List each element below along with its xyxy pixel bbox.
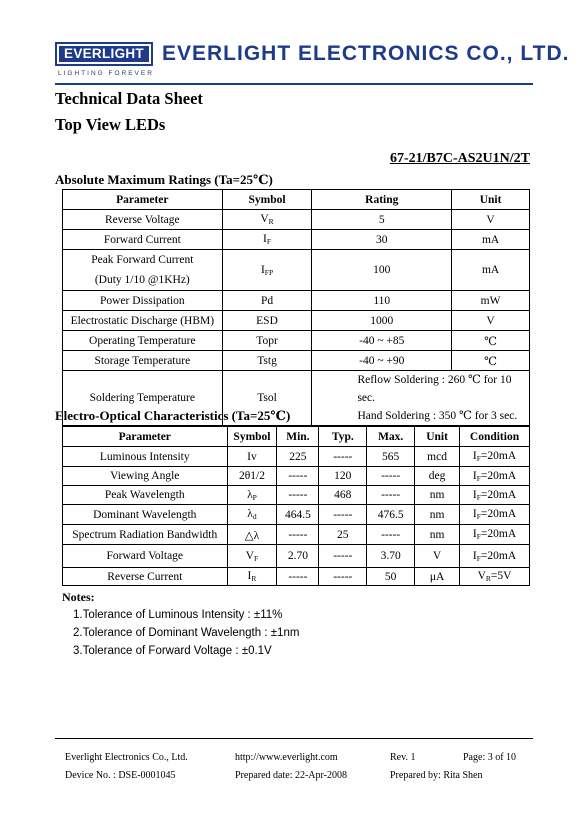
- rating-cell: 100: [312, 250, 452, 291]
- symbol-cell: $V_R$: [222, 210, 312, 230]
- table-row: [63, 230, 530, 250]
- condition-cell: $I_F=20mA$: [460, 467, 530, 486]
- symbol-cell: $I_F$: [222, 230, 312, 250]
- rating-cell: Reflow Soldering : 260 ℃ for 10 sec. Hand Soldering : 350 ℃ for 3 sec.: [312, 371, 530, 426]
- typ-cell: -----: [319, 505, 367, 525]
- rating-cell: 5: [312, 210, 452, 230]
- footer-url[interactable]: http://www.everlight.com: [235, 752, 338, 763]
- condition-cell: $V_R=5V$: [460, 568, 530, 586]
- symbol-cell: Iv: [227, 447, 277, 467]
- table-row: [63, 210, 530, 230]
- rating-cell: 110: [312, 291, 452, 311]
- table-row: [63, 331, 530, 351]
- typ-cell: -----: [319, 568, 367, 586]
- min-cell: -----: [277, 467, 319, 486]
- condition-cell: $I_F=20mA$: [460, 486, 530, 505]
- symbol-cell: $\lambda_P$: [227, 486, 277, 505]
- condition-cell: $I_F=20mA$: [460, 505, 530, 525]
- unit-cell: V: [452, 210, 530, 230]
- header-rating: Rating: [312, 190, 452, 210]
- header-max: Max.: [367, 427, 415, 447]
- condition-cell: $I_F=20mA$: [460, 447, 530, 467]
- eo-title: Electro-Optical Characteristics (Ta=25℃): [55, 408, 291, 423]
- eo-table: [62, 426, 530, 586]
- header-symbol: Symbol: [222, 190, 312, 210]
- table-row: [63, 311, 530, 331]
- symbol-cell: Tsol: [222, 371, 312, 426]
- param-cell: Reverse Current: [63, 568, 228, 586]
- param-cell: Storage Temperature: [63, 351, 223, 371]
- symbol-cell: 2θ1/2: [227, 467, 277, 486]
- min-cell: -----: [277, 525, 319, 545]
- param-cell: Reverse Voltage: [63, 210, 223, 230]
- company-name: EVERLIGHT ELECTRONICS CO., LTD.: [162, 42, 570, 65]
- param-cell: Electrostatic Discharge (HBM): [63, 311, 223, 331]
- abs-max-header-row: [63, 190, 530, 210]
- unit-cell: mcd: [415, 447, 460, 467]
- header-divider: [55, 83, 533, 85]
- min-cell: 2.70: [277, 545, 319, 568]
- footer-divider: [55, 738, 533, 739]
- symbol-cell: $I_{FP}$: [222, 250, 312, 291]
- table-row: [63, 545, 530, 568]
- max-cell: 565: [367, 447, 415, 467]
- logo-tagline: LIGHTING FOREVER: [58, 70, 154, 77]
- unit-cell: V: [415, 545, 460, 568]
- part-number: 67-21/B7C-AS2U1N/2T: [389, 151, 530, 166]
- footer-prepared-by: Prepared by: Rita Shen: [390, 770, 483, 781]
- max-cell: 476.5: [367, 505, 415, 525]
- everlight-logo: [55, 42, 153, 66]
- abs-max-title: Absolute Maximum Ratings (Ta=25℃): [55, 172, 273, 187]
- param-cell: Peak Wavelength: [63, 486, 228, 505]
- unit-cell: mW: [452, 291, 530, 311]
- footer-page-number: Page: 3 of 10: [463, 752, 517, 763]
- min-cell: -----: [277, 486, 319, 505]
- min-cell: 225: [277, 447, 319, 467]
- symbol-cell: $\lambda_d$: [227, 505, 277, 525]
- note-item: 2.Tolerance of Dominant Wavelength : ±1nm: [73, 627, 300, 639]
- param-cell: Dominant Wavelength: [63, 505, 228, 525]
- header-parameter: Parameter: [63, 190, 223, 210]
- symbol-cell: ESD: [222, 311, 312, 331]
- rating-cell: -40 ~ +85: [312, 331, 452, 351]
- max-cell: -----: [367, 486, 415, 505]
- typ-cell: -----: [319, 447, 367, 467]
- unit-cell: nm: [415, 505, 460, 525]
- footer-company: Everlight Electronics Co., Ltd.: [65, 752, 188, 763]
- param-cell: Luminous Intensity: [63, 447, 228, 467]
- unit-cell: μA: [415, 568, 460, 586]
- param-cell: Peak Forward Current (Duty 1/10 @1KHz): [63, 250, 223, 291]
- table-row: [63, 486, 530, 505]
- typ-cell: -----: [319, 545, 367, 568]
- doc-subtitle: Top View LEDs: [55, 115, 166, 134]
- param-cell: Soldering Temperature: [63, 371, 223, 426]
- header-unit: Unit: [415, 427, 460, 447]
- condition-cell: $I_F=20mA$: [460, 525, 530, 545]
- note-item: 3.Tolerance of Forward Voltage : ±0.1V: [73, 645, 272, 657]
- header-condition: Condition: [460, 427, 530, 447]
- logo-text: EVERLIGHT: [59, 46, 149, 62]
- table-row: [63, 250, 530, 291]
- unit-cell: nm: [415, 525, 460, 545]
- table-row: [63, 505, 530, 525]
- unit-cell: V: [452, 311, 530, 331]
- unit-cell: nm: [415, 486, 460, 505]
- notes-title: Notes:: [62, 590, 95, 604]
- symbol-cell: Tstg: [222, 351, 312, 371]
- param-cell: Forward Voltage: [63, 545, 228, 568]
- typ-cell: 468: [319, 486, 367, 505]
- param-cell: Power Dissipation: [63, 291, 223, 311]
- typ-cell: 120: [319, 467, 367, 486]
- max-cell: 50: [367, 568, 415, 586]
- max-cell: 3.70: [367, 545, 415, 568]
- symbol-cell: Pd: [222, 291, 312, 311]
- max-cell: -----: [367, 525, 415, 545]
- rating-cell: 1000: [312, 311, 452, 331]
- param-cell: Spectrum Radiation Bandwidth: [63, 525, 228, 545]
- unit-cell: ℃: [452, 331, 530, 351]
- table-row: [63, 351, 530, 371]
- unit-cell: mA: [452, 230, 530, 250]
- table-row: [63, 447, 530, 467]
- condition-cell: $I_F=20mA$: [460, 545, 530, 568]
- footer-device-no: Device No. : DSE-0001045: [65, 770, 176, 781]
- param-cell: Forward Current: [63, 230, 223, 250]
- min-cell: 464.5: [277, 505, 319, 525]
- param-cell: Operating Temperature: [63, 331, 223, 351]
- rating-cell: -40 ~ +90: [312, 351, 452, 371]
- header-min: Min.: [277, 427, 319, 447]
- unit-cell: deg: [415, 467, 460, 486]
- footer-revision: Rev. 1: [390, 752, 416, 763]
- table-row: [63, 291, 530, 311]
- doc-title: Technical Data Sheet: [55, 89, 203, 108]
- typ-cell: 25: [319, 525, 367, 545]
- eo-header-row: [63, 427, 530, 447]
- symbol-cell: $I_R$: [227, 568, 277, 586]
- header-symbol: Symbol: [227, 427, 277, 447]
- rating-cell: 30: [312, 230, 452, 250]
- table-row: [63, 467, 530, 486]
- symbol-cell: Topr: [222, 331, 312, 351]
- unit-cell: mA: [452, 250, 530, 291]
- table-row: [63, 568, 530, 586]
- header-typ: Typ.: [319, 427, 367, 447]
- note-item: 1.Tolerance of Luminous Intensity : ±11%: [73, 609, 283, 621]
- param-cell: Viewing Angle: [63, 467, 228, 486]
- symbol-cell: △λ: [227, 525, 277, 545]
- abs-max-table: [62, 189, 530, 426]
- min-cell: -----: [277, 568, 319, 586]
- unit-cell: ℃: [452, 351, 530, 371]
- max-cell: -----: [367, 467, 415, 486]
- symbol-cell: $V_F$: [227, 545, 277, 568]
- footer-prepared-date: Prepared date: 22-Apr-2008: [235, 770, 347, 781]
- header-parameter: Parameter: [63, 427, 228, 447]
- header-unit: Unit: [452, 190, 530, 210]
- table-row: [63, 525, 530, 545]
